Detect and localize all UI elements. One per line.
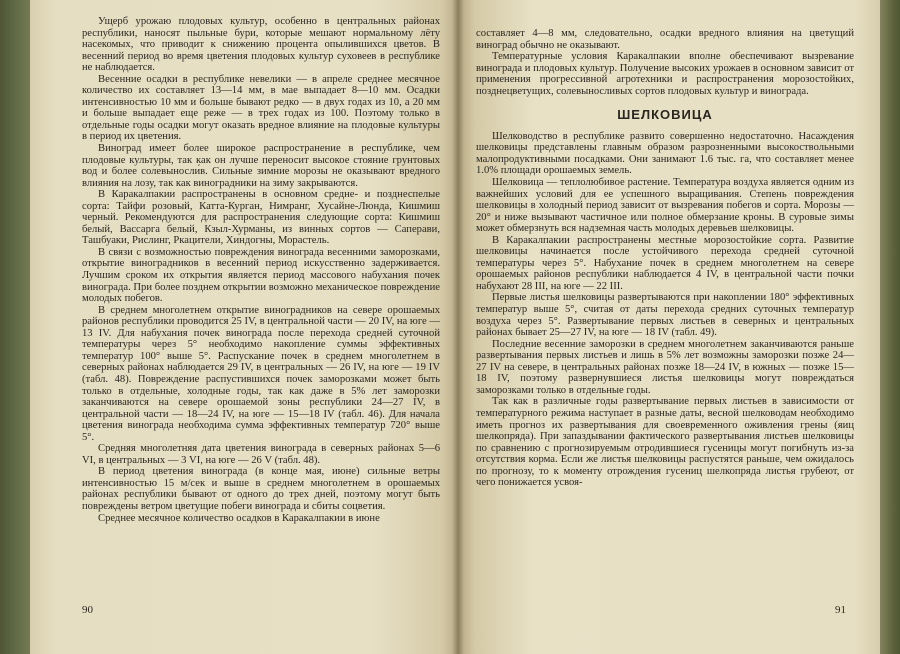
- book-cover-right-edge: [878, 0, 900, 654]
- left-page-text: [82, 16, 440, 524]
- paragraph: Шелковица — теплолюбивое растение. Температура воздуха является одним из важнейших условий для ее успешного выращивания. Степень повреждения шелковицы в холодный период зависит от вызревания побегов и сорта. Морозы —20° и ниже вызывают частичное или полное обмерзание кроны. В суровые зимы может обмерзнуть вся надземная часть молодых деревьев шелковицы.: [476, 177, 854, 235]
- paragraph: составляет 4—8 мм, следовательно, осадки вредного влияния на цветущий виноград обычно не оказывают.: [476, 28, 854, 51]
- paragraph: Первые листья шелковицы развертываются при накоплении 180° эффективных температур выше 5°, считая от даты перехода средних суточных температур воздуха через 5°. Развертывание первых листьев в северных и центральных районах бывает 25—27 IV, на юге — 18 IV (табл. 49).: [476, 292, 854, 339]
- book-cover-left-edge: [0, 0, 34, 654]
- paragraph: В связи с возможностью повреждения винограда весенними заморозками, открытие виноградников в весенний период искусственно задерживается. Лучшим сроком их открытия является период массового набухания почек винограда. При более позднем открытии возможно механическое повреждение молодых побегов.: [82, 246, 440, 305]
- paragraph: Последние весенние заморозки в среднем многолетнем заканчиваются раньше развертывания первых листьев и лишь в 5% лет возможны заморозки позже 24—27 IV на севере, в центральных районах позже 18—24 IV, в южных — позже 15—18 IV, поэтому развернувшиеся листья шелковицы могут повреждаться заморозками только в отдельные годы.: [476, 338, 854, 396]
- left-page: [30, 0, 458, 654]
- paragraph: В среднем многолетнем открытие виноградников на севере орошаемых районов республики проводится 25 IV, в центральной части — 20 IV, на юге — 13 IV. Для набухания почек винограда после перехода средней суточной температуры через 5° необходимо накопление суммы эффективных температур 100° выше 5°. Распускание почек в среднем многолетнем в северных районах наблюдается 29 IV, в центральных — 26 IV, на юге — 19 IV (табл. 48). Повреждение распустившихся почек заморозками может быть только в отдельные, холодные годы, так как даже в 5% лет заморозки заканчиваются на севере орошаемой зоны республики 24—27 IV, в центральной части — 18—24 IV, на юге — 15—18 IV (табл. 46). Для начала цветения винограда необходима сумма эффективных температур 720° выше 5°.: [82, 304, 440, 443]
- paragraph: Так как в различные годы развертывание первых листьев в зависимости от температурного режима наступает в разные даты, весной шелководам необходимо иметь прогноз их развертывания для своевременного оживления грены (яиц шелкопряда). При запаздывании фактического развертывания листьев шелковицы по сравнению с прогнозируемым отродившиеся гусеницы могут погибнуть из-за отсутствия корма. Если же листья шелковицы распустятся раньше, чем ожидалось по прогнозу, то к моменту отрождения гусениц шелкопряда листья грубеют, от чего понижается усвоя-: [476, 396, 854, 489]
- paragraph: Ущерб урожаю плодовых культур, особенно в центральных районах республики, наносят пыльные бури, которые мешают нормальному лёту насекомых, что приводит к снижению процента опылившихся цветов. В весенний период во время цветения плодовых культур суховеев в республике не наблюдается.: [82, 16, 440, 74]
- paragraph: В Каракалпакии распространены в основном средне- и позднеспелые сорта: Тайфи розовый, Катта-Курган, Нимранг, Хусайне-Люнда, Кишмиш черный. Рекомендуются для распространения следующие сорта: Кишмиш белый, Вассарга белый, Кзыл-Хурманы, из винных сортов — Саперави, Ташбуаки, Рислинг, Ркацители, Хиндогны, Морастель.: [82, 189, 440, 247]
- paragraph: Шелководство в республике развито совершенно недостаточно. Насаждения шелковицы представлены главным образом разрозненными высокоствольными малопродуктивными посадками. Они занимают 1.6 тыс. га, что составляет менее 1.0% площади орошаемых земель.: [476, 130, 854, 177]
- page-number-left: 90: [82, 604, 93, 616]
- page-number-right: 91: [835, 604, 846, 616]
- paragraph: Средняя многолетняя дата цветения винограда в северных районах 5—6 VI, в центральных — 3 VI, на юге — 26 V (табл. 48).: [82, 443, 440, 466]
- paragraph: Виноград имеет более широкое распространение в республике, чем плодовые культуры, так как он лучше переносит высокое стояние грунтовых вод и более солевыносли́в. Сильные зимние морозы не оказывают вредного влияния на лозу, так как виноградники на зиму закрываются.: [82, 143, 440, 189]
- section-heading: ШЕЛКОВИЦА: [617, 107, 713, 123]
- paragraph: Температурные условия Каракалпакии вполне обеспечивают вызревание винограда и плодовых культур. Получение высоких урожаев в основном зависит от применения прогрессивной агротехники и распространения морозостойких, позднецветущих, солевыносливых сортов плодовых культур и винограда.: [476, 51, 854, 97]
- paragraph: В Каракалпакии распространены местные морозостойкие сорта. Развитие шелковицы начинается после устойчивого перехода средней суточной температуры через 5°. Набухание почек в среднем многолетнем на севере орошаемых районов республики наблюдается 4 IV, в центральной части почки набухают 28 III, на юге — 22 III.: [476, 234, 854, 292]
- paragraph: Среднее месячное количество осадков в Каракалпакии в июне: [98, 512, 380, 524]
- right-page-text: [476, 28, 854, 489]
- right-page: [458, 0, 880, 654]
- book-gutter: [452, 0, 464, 654]
- paragraph: Весенние осадки в республике невелики — в апреле среднее месячное количество их составляет 13—14 мм, в мае выпадает 8—10 мм. Осадки интенсивностью 10 мм и больше бывают редко — в двух годах из 10, а 20 мм и больше выпадает еще реже — в трех годах из 100. Поэтому только в отдельные годы осадки могут оказать вредное влияние на плодовые культуры в период их цветения.: [82, 73, 440, 143]
- paragraph: В период цветения винограда (в конце мая, июне) сильные ветры интенсивностью 15 м/сек и выше в среднем многолетнем в орошаемых районах республики бывают от одного до трех дней, поэтому могут быть повреждены ветром цветущие побеги винограда и сбиты соцветия.: [82, 466, 440, 512]
